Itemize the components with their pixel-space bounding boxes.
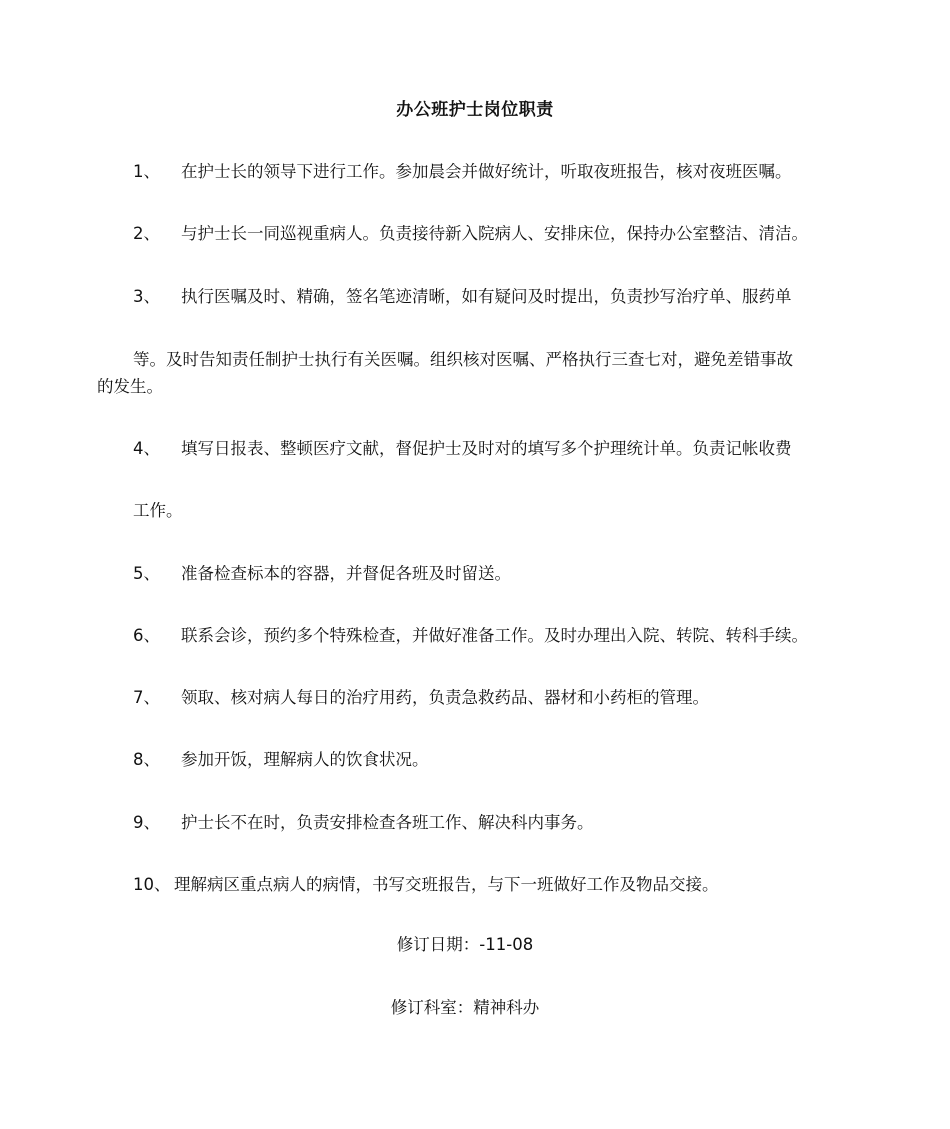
item-number: 10、 xyxy=(133,875,171,894)
item-text: 联系会诊，预约多个特殊检查，并做好准备工作。及时办理出入院、转院、转科手续。 xyxy=(181,626,808,645)
document-title: 办公班护士岗位职责 xyxy=(396,100,554,120)
item-text: 领取、核对病人每日的治疗用药，负责急救药品、器材和小药柜的管理。 xyxy=(181,688,709,707)
item-number: 4、 xyxy=(133,439,160,458)
item-text: 参加开饭，理解病人的饮食状况。 xyxy=(181,750,429,769)
item-number: 3、 xyxy=(133,287,160,306)
item-text: 准备检查标本的容器，并督促各班及时留送。 xyxy=(181,564,511,583)
item-number: 9、 xyxy=(133,813,160,832)
item-text: 执行医嘱及时、精确，签名笔迹清晰，如有疑问及时提出，负责抄写治疗单、服药单 xyxy=(181,287,792,306)
item-number: 2、 xyxy=(133,224,160,243)
revision-date: 修订日期：-11-08 xyxy=(396,935,534,954)
item-text: 填写日报表、整顿医疗文献，督促护士及时对的填写多个护理统计单。负责记帐收费 xyxy=(181,439,792,458)
item-number: 5、 xyxy=(133,564,160,583)
revision-department: 修订科室：精神科办 xyxy=(390,998,540,1017)
item-text-continued: 的发生。 xyxy=(97,377,163,396)
item-text-continued: 工作。 xyxy=(133,501,183,520)
item-text: 理解病区重点病人的病情，书写交班报告，与下一班做好工作及物品交接。 xyxy=(174,875,719,894)
item-text: 与护士长一同巡视重病人。负责接待新入院病人、安排床位，保持办公室整洁、清洁。 xyxy=(181,224,808,243)
item-text: 在护士长的领导下进行工作。参加晨会并做好统计，听取夜班报告，核对夜班医嘱。 xyxy=(181,162,792,181)
item-number: 7、 xyxy=(133,688,160,707)
item-number: 1、 xyxy=(133,162,160,181)
item-number: 8、 xyxy=(133,750,160,769)
item-text-continued: 等。及时告知责任制护士执行有关医嘱。组织核对医嘱、严格执行三查七对，避免差错事故 xyxy=(133,350,793,369)
item-number: 6、 xyxy=(133,626,160,645)
item-text: 护士长不在时，负责安排检查各班工作、解决科内事务。 xyxy=(181,813,594,832)
